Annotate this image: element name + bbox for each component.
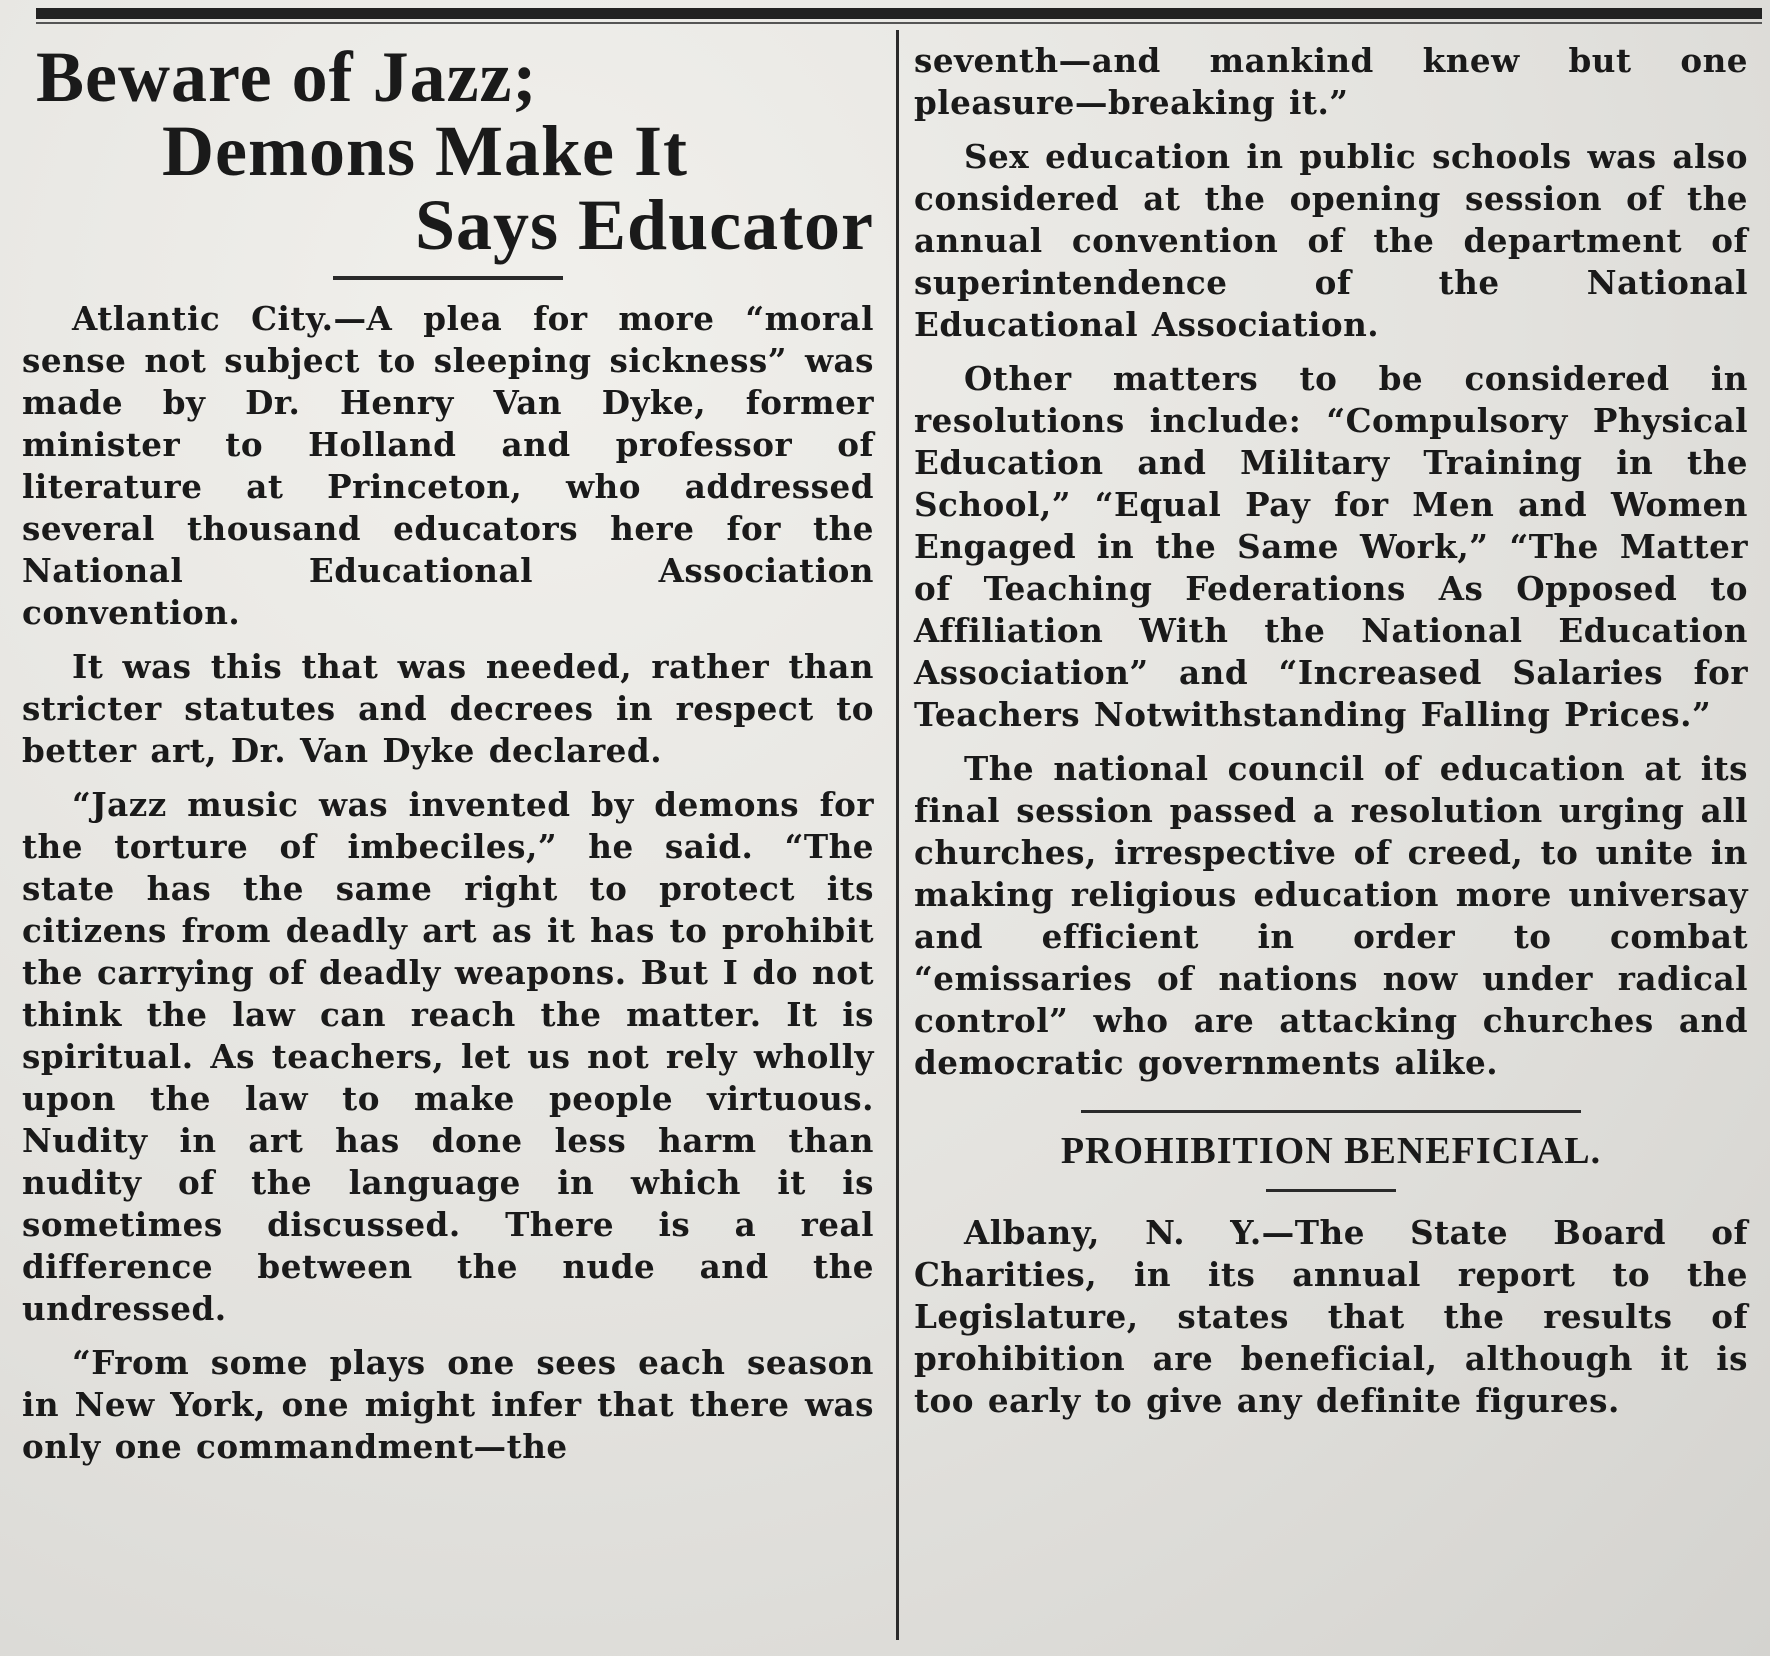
- section-rule: [1081, 1110, 1581, 1113]
- top-border-rule: [36, 8, 1762, 19]
- article-paragraph: The national council of education at its final session passed a resolution urging all churches, irrespective of creed, to unite in making religious education more universay and efficient in order to combat “emissaries of nations now under radical control” who are attacking churches and democratic governments alike.: [914, 749, 1748, 1082]
- article-paragraph: Albany, N. Y.—The State Board of Charities, in its annual report to the Legislature, states that the results of prohibition are beneficial, although it is too early to give any definite figures.: [914, 1213, 1748, 1420]
- headline-line-3: Says Educator: [414, 185, 874, 265]
- article-paragraph: Sex education in public schools was also considered at the opening session of the annual convention of the department of superintendence of the National Educational Association.: [914, 137, 1748, 344]
- article-paragraph: seventh—and mankind knew but one pleasure—breaking it.”: [914, 41, 1748, 122]
- article-paragraph: Atlantic City.—A plea for more “moral sense not subject to sleeping sickness” was made by Dr. Henry Van Dyke, former minister to Holland and professor of literature at Princeton, who addressed several thousand educators here for the National Educational Association convention.: [22, 299, 874, 632]
- top-border-thin-rule: [36, 22, 1762, 24]
- headline: [36, 37, 874, 265]
- subheadline: PROHIBITION BENEFICIAL.: [1060, 1130, 1602, 1172]
- article-paragraph: “From some plays one sees each season in New York, one might infer that there was only one commandment—the: [22, 1343, 874, 1466]
- article-paragraph: “Jazz music was invented by demons for the torture of imbeciles,” he said. “The state has the same right to protect its citizens from deadly art as it has to prohibit the carrying of deadly weapons. But I do not think the law can reach the matter. It is spiritual. As teachers, let us not rely wholly upon the law to make people virtuous. Nudity in art has done less harm than nudity of the language in which it is sometimes discussed. There is a real difference between the nude and the undressed.: [22, 785, 874, 1328]
- left-column: [22, 37, 874, 1480]
- article-paragraph: Other matters to be considered in resolutions include: “Compulsory Physical Education and Military Training in the School,” “Equal Pay for Men and Women Engaged in the Same Work,” “The Matter of Teaching Federations As Opposed to Affiliation With the National Education Association” and “Increased Salaries for Teachers Notwithstanding Falling Prices.”: [914, 359, 1748, 734]
- column-divider: [896, 30, 899, 1640]
- headline-line-2: Demons Make It: [162, 111, 688, 191]
- right-column: [914, 40, 1748, 1434]
- headline-rule: [333, 276, 563, 280]
- subhead-rule: [1266, 1189, 1396, 1192]
- article-paragraph: It was this that was needed, rather than stricter statutes and decrees in respect to better art, Dr. Van Dyke declared.: [22, 647, 874, 770]
- headline-line-1: Beware of Jazz;: [36, 37, 538, 117]
